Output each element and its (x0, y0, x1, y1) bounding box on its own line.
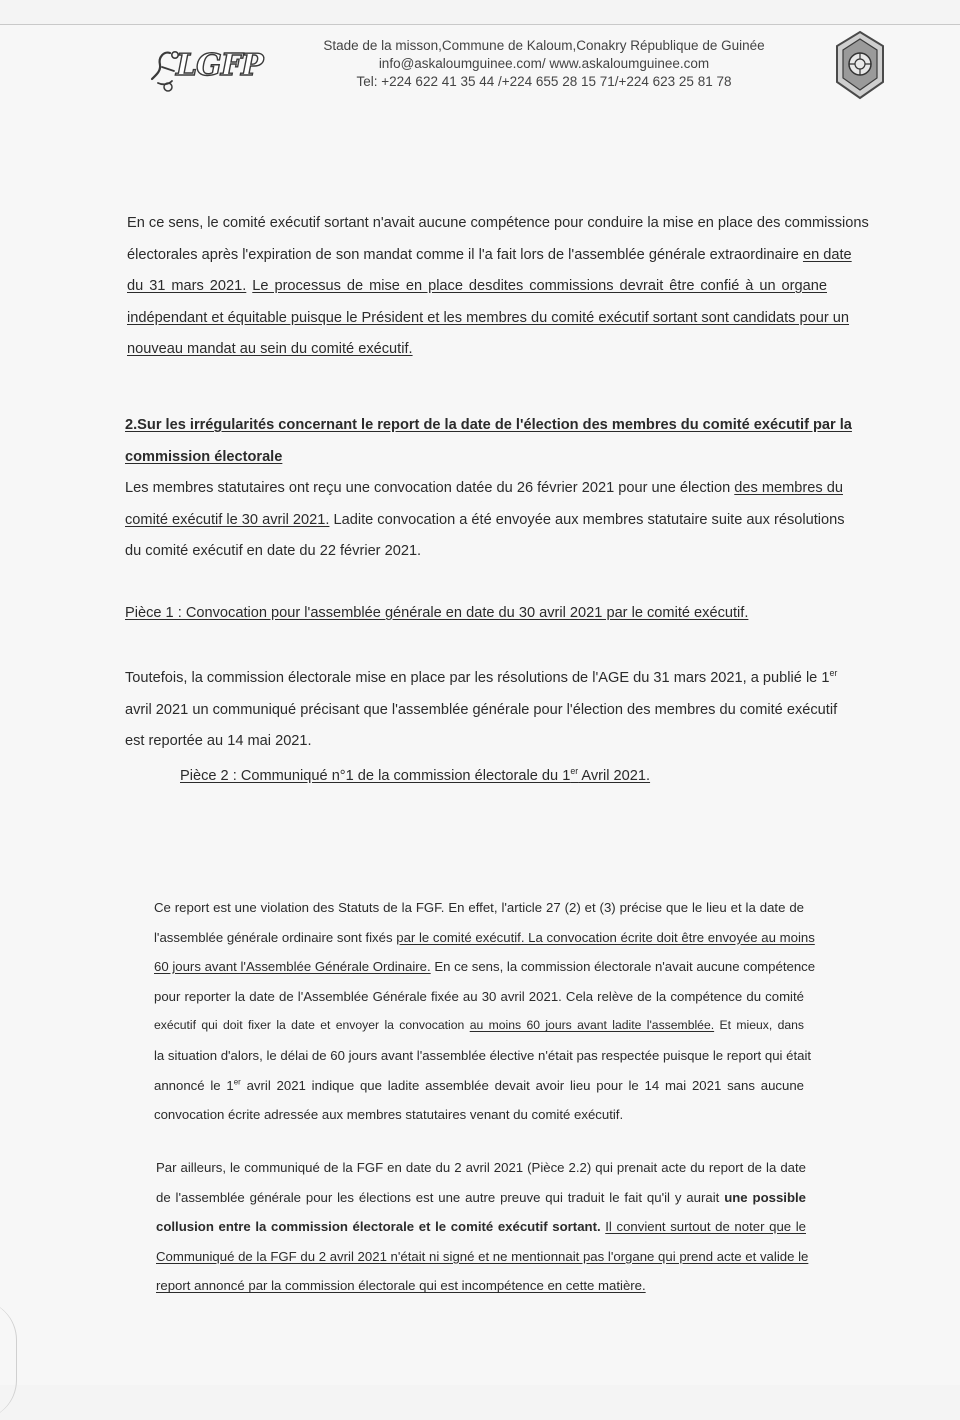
letterhead-web: info@askaloumguinee.com/ www.askaloumguinee.com (378, 56, 710, 71)
logo-text: LGFP (176, 48, 263, 83)
lgfp-logo (148, 45, 263, 93)
paragraph-collusion (156, 1153, 809, 1301)
text-line: collusion entre la commission électorale et le comité exécutif sortant. Il convient surtout de noter que le (156, 1219, 806, 1235)
text-line: annoncé le 1er avril 2021 indique que ladite assemblée devait avoir lieu pour le 14 mai 2021 sans aucune (154, 1077, 804, 1093)
text-line: indépendant et équitable puisque le Président et les membres du comité exécutif sortant sont candidats pour un (127, 309, 850, 326)
letterhead-address: Stade de la misson,Commune de Kaloum,Conakry République de Guinée (323, 38, 765, 53)
section-irregularities (125, 410, 852, 568)
text-line: l'assemblée générale ordinaire sont fixés par le comité exécutif. La convocation écrite doit être envoyée au moins (154, 929, 815, 945)
text-line: pour reporter la date de l'Assemblée Générale fixée au 30 avril 2021. Cela relève de la compétence du comité (154, 988, 804, 1004)
text-line: du 31 mars 2021. Le processus de mise en place desdites commissions devrait être confié à un organe (127, 278, 827, 294)
text-line: Ce report est une violation des Statuts de la FGF. En effet, l'article 27 (2) et (3) précise que le lieu et la date de (154, 900, 804, 915)
section-title: commission électorale (125, 448, 283, 465)
text-line: 60 jours avant l'Assemblée Générale Ordinaire. En ce sens, la commission électorale n'avait aucune compétence (154, 959, 816, 975)
text-line: Par ailleurs, le communiqué de la FGF en date du 2 avril 2021 (Pièce 2.2) qui prenait acte du report de la date (156, 1160, 806, 1175)
paragraph-mandate (127, 208, 869, 366)
paragraph-statutes-violation (154, 893, 816, 1130)
section-title: 2.Sur les irrégularités concernant le report de la date de l'élection des membres du comité exécutif par la (125, 417, 852, 433)
text-line: exécutif qui doit fixer la date et envoyer la convocation au moins 60 jours avant ladite l'assemblée. Et mieux, dans (154, 1018, 805, 1033)
letterhead-phones: Tel: +224 622 41 35 44 /+224 655 28 15 71/+224 623 25 81 78 (356, 74, 732, 89)
text-line: du comité exécutif en date du 22 février 2021. (125, 543, 422, 559)
text-line: avril 2021 un communiqué précisant que l'assemblée générale pour l'élection des membres du comité exécutif (125, 701, 838, 718)
text-line: convocation écrite adressée aux membres statutaires venant du comité exécutif. (154, 1107, 624, 1123)
letterhead-contact (274, 37, 814, 91)
text-line: En ce sens, le comité exécutif sortant n'avait aucune compétence pour conduire la mise en place des commissions (127, 215, 869, 231)
text-line: Communiqué de la FGF du 2 avril 2021 n'était ni signé et ne mentionnait pas l'organe qui prend acte et valide le (156, 1248, 809, 1264)
text-line: Toutefois, la commission électorale mise en place par les résolutions de l'AGE du 31 mars 2021, a publié le 1er (125, 668, 838, 686)
text-line: Pièce 2 : Communiqué n°1 de la commission électorale du 1er Avril 2021. (180, 766, 651, 784)
text-line: comité exécutif le 30 avril 2021. Ladite convocation a été envoyée aux membres statutaire suite aux résolutions (125, 511, 845, 528)
text-line: Les membres statutaires ont reçu une convocation datée du 26 février 2021 pour une élection des membres du (125, 480, 843, 496)
piece-1-reference (125, 598, 827, 629)
piece-2-reference (180, 762, 651, 790)
federation-emblem-icon (833, 30, 887, 100)
text-line: électorales après l'expiration de son mandat comme il l'a fait lors de l'assemblée générale extraordinaire en date (127, 246, 852, 263)
text-line: la situation d'alors, le délai de 60 jours avant l'assemblée élective n'était pas respectée puisque le report qui était (154, 1047, 812, 1063)
text-line: est reportée au 14 mai 2021. (125, 733, 312, 749)
text-line: report annoncé par la commission électorale qui est incompétence en cette matière. (156, 1278, 646, 1294)
text-line: Pièce 1 : Convocation pour l'assemblée générale en date du 30 avril 2021 par le comité exécutif. (125, 605, 749, 621)
paragraph-postponement (125, 663, 838, 758)
text-line: nouveau mandat au sein du comité exécutif. (127, 341, 413, 357)
text-line: de l'assemblée générale pour les élections est une autre preuve qui traduit le fait qu'il y aurait une possible (156, 1189, 807, 1205)
